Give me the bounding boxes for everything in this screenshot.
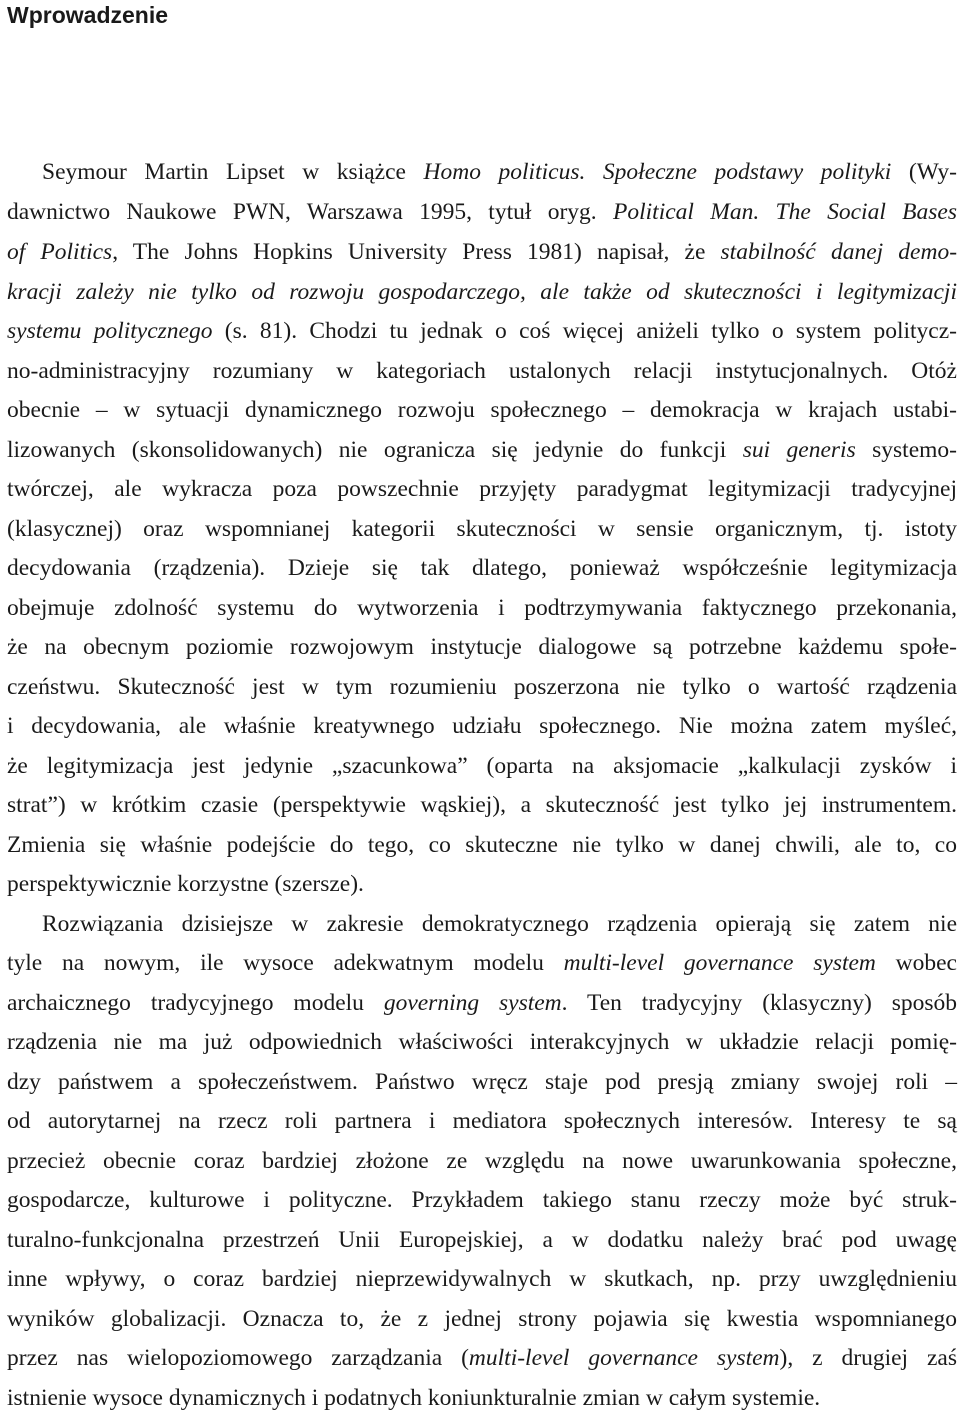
text-run: przez nas wielopoziomowego zarządzania ( [7, 1345, 469, 1371]
italic-text: Homo politicus. Społeczne podstawy polityki [423, 159, 892, 185]
text-run: turalno-funkcjonalna przestrzeń Unii Europejskiej, a w dodatku należy brać pod uwagę [7, 1227, 957, 1253]
text-run: (Wy- [891, 159, 958, 185]
text-run: wobec [875, 950, 957, 976]
text-line [7, 948, 957, 978]
text-run: dawnictwo Naukowe PWN, Warszawa 1995, tytuł oryg. [7, 199, 613, 225]
page-title: Wprowadzenie [7, 2, 169, 28]
text-run: lizowanych (skonsolidowanych) nie ogranicza się jedynie do funkcji [7, 437, 743, 463]
text-line [42, 909, 957, 939]
text-line [7, 1264, 957, 1294]
text-run: że legitymizacja jest jedynie „szacunkowa” (oparta na aksjomacie „kalkulacji zysków i [7, 753, 957, 779]
text-run: decydowania (rządzenia). Dzieje się tak dlatego, ponieważ współcześnie legitymizacja [7, 555, 957, 581]
text-run: (klasycznej) oraz wspomnianej kategorii skuteczności w sensie organicznym, tj. istoty [7, 516, 957, 542]
text-line [7, 553, 957, 583]
text-run: (s. 81). Chodzi tu jednak o coś więcej aniżeli tylko o system politycz- [212, 318, 957, 344]
text-line [7, 711, 957, 741]
text-run: ), z drugiej zaś [779, 1345, 957, 1371]
text-run: inne wpływy, o coraz bardziej nieprzewidywalnych w skutkach, np. przy uwzględnieniu [7, 1266, 957, 1292]
text-line [7, 1106, 957, 1136]
text-run: obejmuje zdolność systemu do wytworzenia i podtrzymywania faktycznego przekonania, [7, 595, 957, 621]
italic-text: governing system [383, 990, 562, 1016]
text-line [7, 1027, 957, 1057]
text-run: Zmienia się właśnie podejście do tego, co skuteczne nie tylko w danej chwili, ale to, co [7, 832, 957, 858]
text-run: dzy państwem a społeczeństwem. Państwo wręcz staje pod presją zmiany swojej roli – [7, 1069, 957, 1095]
text-line [7, 435, 957, 465]
text-run: obecnie – w sytuacji dynamicznego rozwoju społecznego – demokracja w krajach ustabi- [7, 397, 957, 423]
text-line [7, 316, 957, 346]
text-line [7, 751, 957, 781]
italic-text: kracji zależy nie tylko od rozwoju gospodarczego, ale także od skuteczności i legitymizacji [7, 279, 957, 305]
text-line [7, 514, 957, 544]
text-run: perspektywicznie korzystne (szersze). [7, 871, 364, 897]
italic-text: sui generis [742, 437, 856, 463]
text-line [42, 157, 957, 187]
text-run: gospodarcze, kulturowe i polityczne. Przykładem takiego stanu rzeczy może być struk- [7, 1187, 957, 1213]
text-line [7, 830, 957, 860]
text-run: strat”) w krótkim czasie (perspektywie wąskiej), a skuteczność jest tylko jej instrumentem. [7, 792, 957, 818]
italic-text: multi-level governance system [563, 950, 876, 976]
italic-text: systemu politycznego [7, 318, 213, 344]
text-run: twórczej, ale wykracza poza powszechnie przyjęty paradygmat legitymizacji tradycyjnej [7, 476, 957, 502]
text-line [7, 790, 957, 820]
text-line [7, 395, 957, 425]
text-line [7, 593, 957, 623]
text-line [7, 869, 957, 899]
italic-text: multi-level governance system [468, 1345, 780, 1371]
text-line [7, 1304, 957, 1334]
text-run: . Ten tradycyjny (klasyczny) sposób [561, 990, 958, 1016]
text-run: istnienie wysoce dynamicznych i podatnych koniunkturalnie zmian w całym systemie. [7, 1385, 821, 1411]
text-run: rządzenia nie ma już odpowiednich właściwości interakcyjnych w układzie relacji pomię- [7, 1029, 957, 1055]
text-run: przecież obecnie coraz bardziej złożone ze względu na nowe uwarunkowania społeczne, [7, 1148, 957, 1174]
text-line [7, 632, 957, 662]
text-run: czeństwu. Skuteczność jest w tym rozumieniu poszerzona nie tylko o wartość rządzenia [7, 674, 957, 700]
text-line [7, 474, 957, 504]
text-line [7, 1067, 957, 1097]
text-run: no-administracyjny rozumiany w kategoriach ustalonych relacji instytucjonalnych. Otóż [7, 358, 957, 384]
text-line [7, 237, 957, 267]
text-line [7, 356, 957, 386]
text-run: , The Johns Hopkins University Press 1981) napisał, że [112, 239, 721, 265]
text-line [7, 197, 957, 227]
text-run: od autorytarnej na rzecz roli partnera i mediatora społecznych interesów. Interesy te są [7, 1108, 957, 1134]
text-line [7, 1225, 957, 1255]
text-run: systemo- [855, 437, 957, 463]
text-line [7, 277, 957, 307]
italic-text: stabilność danej demo- [720, 239, 958, 265]
text-run: i decydowania, ale właśnie kreatywnego udziału społecznego. Nie można zatem myśleć, [7, 713, 957, 739]
text-run: Seymour Martin Lipset w książce [42, 159, 424, 185]
text-run: tyle na nowym, ile wysoce adekwatnym modelu [7, 950, 564, 976]
text-line [7, 1383, 957, 1413]
text-line [7, 988, 957, 1018]
text-run: Rozwiązania dzisiejsze w zakresie demokratycznego rządzenia opierają się zatem nie [42, 911, 957, 937]
text-line [7, 1146, 957, 1176]
italic-text: of Politics [7, 239, 113, 265]
text-run: archaicznego tradycyjnego modelu [7, 990, 384, 1016]
text-line [7, 1343, 957, 1373]
text-line [7, 672, 957, 702]
italic-text: Political Man. The Social Bases [613, 199, 957, 225]
text-run: wyników globalizacji. Oznacza to, że z jednej strony pojawia się kwestia wspomnianego [7, 1306, 957, 1332]
text-line [7, 1185, 957, 1215]
text-run: że na obecnym poziomie rozwojowym instytucje dialogowe są potrzebne każdemu społe- [7, 634, 957, 660]
